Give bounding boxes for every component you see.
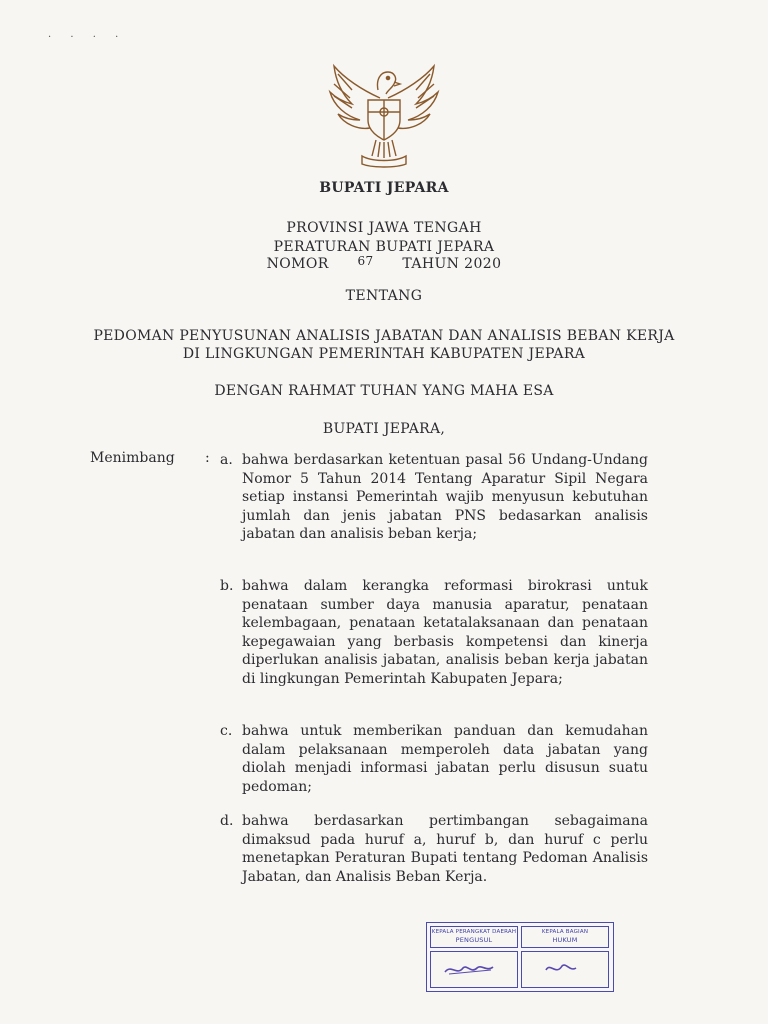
signature-scribble-icon (441, 958, 501, 980)
number-label: NOMOR (266, 256, 329, 272)
garuda-emblem-icon (322, 60, 446, 170)
about-label: TENTANG (345, 288, 423, 304)
considering-colon: : (205, 450, 210, 466)
province-line: PROVINSI JAWA TENGAH (286, 220, 482, 236)
signature-scribble-icon (532, 958, 592, 980)
stamp-signature-box-proposer (430, 951, 518, 988)
stamp-cell-proposer-line-1: KEPALA PERANGKAT DAERAH (431, 929, 517, 935)
authority-line: BUPATI JEPARA, (322, 421, 446, 437)
item-text: bahwa berdasarkan ketentuan pasal 56 Undang-Undang Nomor 5 Tahun 2014 Tentang Aparatur Sipil Negara setiap instansi Pemerintah wajib menyusun kebutuhan jumlah dan jenis jabatan PNS bedasarkan analisis jabatan dan analisis beban kerja; (242, 452, 648, 542)
item-text: bahwa untuk memberikan panduan dan kemudahan dalam pelaksanaan memperoleh data jabatan yang diolah menjadi informasi jabatan perlu disusun suatu pedoman; (242, 723, 648, 795)
item-mark: b. (220, 578, 234, 594)
item-text: bahwa dalam kerangka reformasi birokrasi untuk penataan sumber daya manusia aparatur, penataan kelembagaan, penataan ketatalaksanaan dan penataan kepegawaian yang berbasis kompetensi dan kinerja diperlukan analisis jabatan, analisis beban kerja jabatan di lingkungan Pemerintah Kabupaten Jepara; (242, 578, 648, 687)
item-mark: a. (220, 452, 233, 468)
scan-specks: · · · · (48, 32, 127, 43)
regulation-title-line-1: PEDOMAN PENYUSUNAN ANALISIS JABATAN DAN ANALISIS BEBAN KERJA (93, 328, 675, 344)
stamp-cell-proposer-line-2: PENGUSUL (455, 936, 493, 944)
stamp-cell-legal-line-1: KEPALA BAGIAN (541, 929, 589, 935)
item-mark: c. (220, 723, 233, 739)
stamp-cell-legal-line-2: HUKUM (552, 936, 578, 944)
year-label: TAHUN 2020 (402, 256, 502, 272)
considering-label: Menimbang (90, 450, 175, 466)
stamp-cell-proposer (430, 926, 518, 948)
considering-item-d (220, 812, 648, 886)
approval-stamp (426, 922, 614, 992)
item-text: bahwa berdasarkan pertimbangan sebagaimana dimaksud pada huruf a, huruf b, dan huruf c perlu menetapkan Peraturan Bupati tentang Pedoman Analisis Jabatan, dan Analisis Beban Kerja. (242, 813, 648, 885)
number-value: 67 (357, 254, 374, 268)
stamp-cell-legal (521, 926, 609, 948)
regulation-title-line-2: DI LINGKUNGAN PEMERINTAH KABUPATEN JEPARA (182, 346, 586, 362)
considering-item-b (220, 577, 648, 688)
considering-item-a (220, 451, 648, 544)
number-line (0, 254, 768, 275)
considering-item-c (220, 722, 648, 796)
item-mark: d. (220, 813, 234, 829)
office-title: BUPATI JEPARA (319, 180, 449, 196)
stamp-signature-box-legal (521, 951, 609, 988)
invocation-line: DENGAN RAHMAT TUHAN YANG MAHA ESA (214, 383, 554, 399)
regulation-line: PERATURAN BUPATI JEPARA (273, 239, 495, 255)
